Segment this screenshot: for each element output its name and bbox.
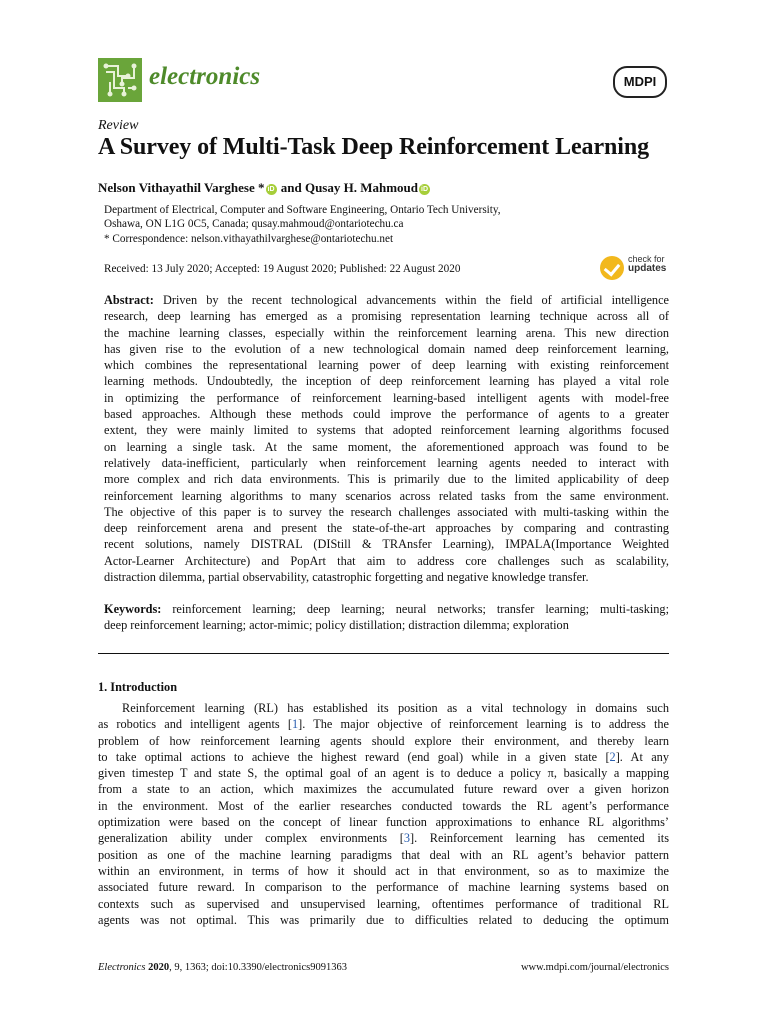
body-line (98, 716, 669, 732)
author-name: Nelson Vithayathil Varghese * (98, 180, 265, 195)
citation-link[interactable]: 3 (403, 831, 410, 846)
keywords-label: Keywords: (104, 602, 162, 616)
body-text: ]. Reinforcement learning has cemented its (409, 831, 669, 846)
body-text: as robotics and intelligent agents [ (98, 717, 292, 732)
publisher-logo: MDPI (613, 66, 667, 98)
check-updates-label: check for (628, 254, 665, 264)
body-line: given timestep T and state S, the optimal goal of an agent is to deduce a policy π, basically a mapping (98, 766, 669, 781)
body-text: ]. The major objective of reinforcement learning is to address the (298, 717, 669, 732)
abstract-line: research, deep learning has emerged as a promising representation learning technique across all of (104, 309, 669, 324)
citation-link[interactable]: 1 (291, 717, 299, 732)
body-line: in the environment. Most of the earlier researches conducted towards the RL agent’s performance (98, 798, 669, 813)
abstract-line: deep reinforcement arena and present the state-of-the-art approaches by comparing and contrasting (104, 521, 669, 536)
divider (98, 653, 669, 654)
checkmark-icon (600, 256, 624, 280)
body-line: position as one of the machine learning paradigms that deal with an RL agent’s behavior pattern (98, 847, 669, 862)
footer-year: 2020 (145, 962, 170, 973)
body-line: Reinforcement learning (RL) has established its position as a vital technology in domains such (122, 701, 669, 715)
keywords-line: reinforcement learning; deep learning; neural networks; transfer learning; multi-tasking; (161, 602, 669, 616)
abstract-line: more complex and rich data environments. This is primarily due to the limited applicability of deep (104, 472, 669, 487)
section-heading: 1. Introduction (98, 680, 178, 694)
introduction-body (98, 700, 669, 928)
abstract-line: based approaches. Although these methods could improve the performance of agents to a greater (104, 407, 669, 422)
body-line: within an environment, in terms of how it should act in that environment, so as to maximize the (98, 863, 669, 878)
abstract-label: Abstract: (104, 293, 154, 307)
journal-name: electronics (149, 63, 261, 90)
body-line (98, 830, 669, 846)
citation-link[interactable]: 2 (609, 749, 616, 764)
footer-journal: Electronics (98, 962, 146, 973)
article-type: Review (98, 118, 139, 133)
author-list (98, 180, 431, 196)
author-separator: and (277, 180, 305, 195)
body-line: contexts such as supervised and unsupervised learning, oftentimes performance of traditional RL (98, 896, 669, 911)
abstract-line: which combines the representational learning power of deep learning with existing reinforcement (104, 358, 669, 373)
publication-dates: Received: 13 July 2020; Accepted: 19 August 2020; Published: 22 August 2020 (104, 263, 461, 275)
abstract-line: distraction dilemma, partial observability, catastrophic forgetting and negative knowledge transfer. (104, 570, 589, 585)
body-line: associated future reward. In comparison to the performance of machine learning systems based on (98, 880, 669, 895)
body-text: to take optimal actions to achieve the highest reward (end goal) while in a given state [ (98, 749, 610, 764)
body-line: problem of how reinforcement learning agents should explore their environment, and thereby learn (98, 733, 669, 748)
footer-doi[interactable]: , 9, 1363; doi:10.3390/electronics9091363 (169, 962, 347, 973)
orcid-icon[interactable]: iD (421, 186, 429, 193)
body-text: ]. At any (615, 749, 669, 764)
body-line: from a state to an action, which maximizes the accumulated future reward over a given horizon (98, 782, 669, 797)
body-line: agents was not optimal. This was primarily due to difficulties related to deducing the optimum (98, 912, 669, 927)
correspondence: * Correspondence: nelson.vithayathilvarghese@ontariotechu.net (104, 233, 394, 245)
check-updates-label: updates (628, 263, 667, 274)
journal-logo (98, 58, 142, 102)
abstract (104, 292, 669, 585)
abstract-line: in optimizing the performance of reinforcement learning-based intelligent agents with model-free (104, 390, 669, 405)
abstract-line: The objective of this paper is to survey the research challenges associated with multi-tasking within the (104, 504, 669, 519)
affiliation: Oshawa, ON L1G 0C5, Canada; qusay.mahmoud@ontariotechu.ca (104, 218, 404, 230)
abstract-line: learning methods. Undoubtedly, the inception of deep reinforcement learning has played a vital role (104, 374, 669, 389)
abstract-line: extent, they were mainly limited to systems that adopted reinforcement learning algorithms focused (104, 423, 669, 438)
body-text: generalization ability under complex environments [ (98, 831, 404, 846)
abstract-line: has given rise to the evolution of a new technological domain named deep reinforcement learning, (104, 341, 669, 356)
keywords (104, 601, 669, 634)
keywords-line: deep reinforcement learning; actor-mimic; policy distillation; distraction dilemma; exploration (104, 618, 569, 633)
affiliation: Department of Electrical, Computer and Software Engineering, Ontario Tech University, (104, 204, 501, 216)
footer-url[interactable]: www.mdpi.com/journal/electronics (520, 962, 669, 973)
orcid-icon[interactable]: iD (267, 186, 275, 193)
abstract-line: relatively data-inefficient, particularly when reinforcement learning agents needed to interact with (104, 455, 669, 470)
circuit-icon (98, 58, 142, 102)
author-name: Qusay H. Mahmoud (304, 180, 419, 195)
body-line: optimization were based on the concept of linear function approximations to enhance RL algorithms’ (98, 815, 669, 830)
abstract-line: reinforcement learning algorithms to many scenarios across related tasks from the same environment. (104, 488, 669, 503)
abstract-line: Actor-Learner Architecture) and PopArt that aim to address core challenges such as scalability, (104, 553, 669, 568)
body-line (98, 749, 669, 765)
page-title: A Survey of Multi-Task Deep Reinforcement Learning (98, 134, 649, 160)
abstract-line: the machine learning classes, especially within the reinforcement learning arena. This new direction (104, 325, 669, 340)
abstract-line: Driven by the recent technological advancements within the field of artificial intelligence (153, 293, 669, 307)
abstract-line: recent solutions, namely DISTRAL (DIStill & TRAnsfer Learning), IMPALA(Importance Weighted (104, 537, 669, 552)
abstract-line: on learning a single task. At the same moment, the aforementioned approach was found to be (104, 439, 669, 454)
footer-citation (98, 962, 347, 973)
